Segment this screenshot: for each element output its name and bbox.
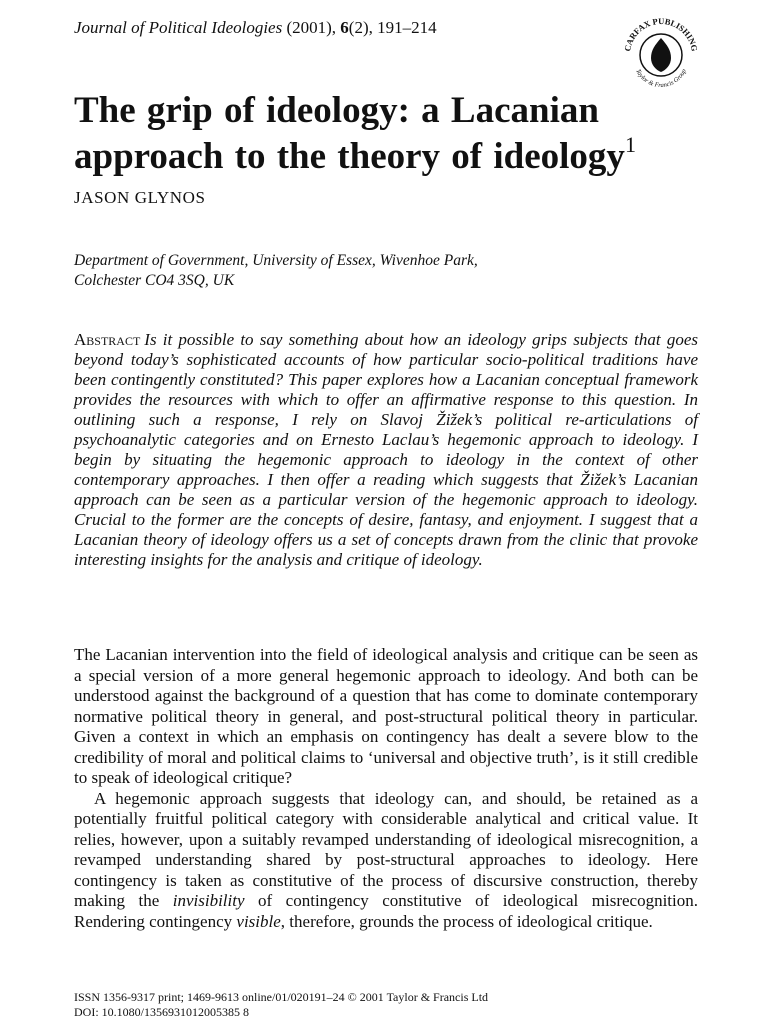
affiliation-line-1: Department of Government, University of Essex, Wivenhoe Park, <box>74 252 478 269</box>
page-footer <box>74 990 488 1020</box>
abstract <box>74 330 698 570</box>
author-affiliation <box>74 251 478 291</box>
affiliation-line-2: Colchester CO4 3SQ, UK <box>74 272 235 289</box>
abstract-text: Is it possible to say something about how an ideology grips subjects that goes beyond today’s sophisticated accounts of how particular socio-political traditions have been contingently constituted? This paper explores how a Lacanian conceptual framework provides the resources with which to offer an affirmative response to this question. In outlining such a response, I rely on Slavoj Žižek’s political re-articulations of psychoanalytic categories and on Ernesto Laclau’s hegemonic approach to ideology. I begin by situating the hegemonic approach to ideology in the context of other contemporary approaches. I then offer a reading which suggests that Žižek’s Lacanian approach can be seen as a particular version of the hegemonic approach to ideology. Crucial to the former are the concepts of desire, fantasy, and enjoyment. I suggest that a Lacanian theory of ideology offers us a set of concepts drawn from the clinic that provoke interesting insights for the analysis and critique of ideology. <box>74 330 698 569</box>
doi-line: DOI: 10.1080/1356931012005385 8 <box>74 1005 249 1019</box>
paragraph-2-part-a: A hegemonic approach suggests that ideology can, and should, be retained as a potentially fruitful political category with considerable analytical and critical value. It relies, however, upon a suitably revamped understanding of ideological misrecognition, a revamped understanding shared by post-structural approaches to ideology. Here contingency is taken as constitutive of the process of discursive construction, thereby making the <box>74 788 698 910</box>
issn-line: ISSN 1356-9317 print; 1469-9613 online/01/020191–24 © 2001 Taylor & Francis Ltd <box>74 990 489 1004</box>
abstract-label: Abstract <box>74 330 141 349</box>
title-footnote-mark: 1 <box>624 132 636 157</box>
title-line-2: approach to the theory of ideology <box>74 136 625 177</box>
logo-flame-icon <box>651 38 671 72</box>
body-paragraph-1: The Lacanian intervention into the field of ideological analysis and critique can be seen as a special version of a more general hegemonic approach to ideology. And both can be understood against the background of a question that has come to dominate contemporary normative political theory in general, and post-structural political theory in particular. Given a context in which an emphasis on contingency has dealt a severe blow to the credibility of moral and political claims to ‘universal and objective truth’, is it still credible to speak of ideological critique? <box>74 645 698 787</box>
journal-citation <box>74 17 437 39</box>
emphasis-visible: visible <box>236 911 281 931</box>
article-title <box>74 88 714 180</box>
emphasis-invisibility: invisibility <box>172 891 245 910</box>
body-paragraph-2 <box>74 789 698 933</box>
journal-name: Journal of Political Ideologies <box>74 18 283 37</box>
paragraph-2-part-c: , therefore, grounds the process of ideological critique. <box>280 911 653 931</box>
logo-text-top: CARFAX PUBLISHING <box>622 15 700 53</box>
journal-year: (2001), <box>286 18 337 37</box>
carfax-publishing-logo <box>620 14 702 96</box>
body-text <box>74 645 698 932</box>
journal-issue: (2), <box>348 18 373 37</box>
author-name: JASON GLYNOS <box>74 188 206 207</box>
logo-text-bottom: Taylor & Francis Group <box>634 68 688 90</box>
paragraph-2-part-b: of contingency constitutive of ideological misrecognition. Rendering contingency <box>74 891 698 931</box>
journal-pages: 191–214 <box>377 18 437 37</box>
title-line-1: The grip of ideology: a Lacanian <box>74 90 599 131</box>
journal-volume: 6 <box>340 18 349 37</box>
